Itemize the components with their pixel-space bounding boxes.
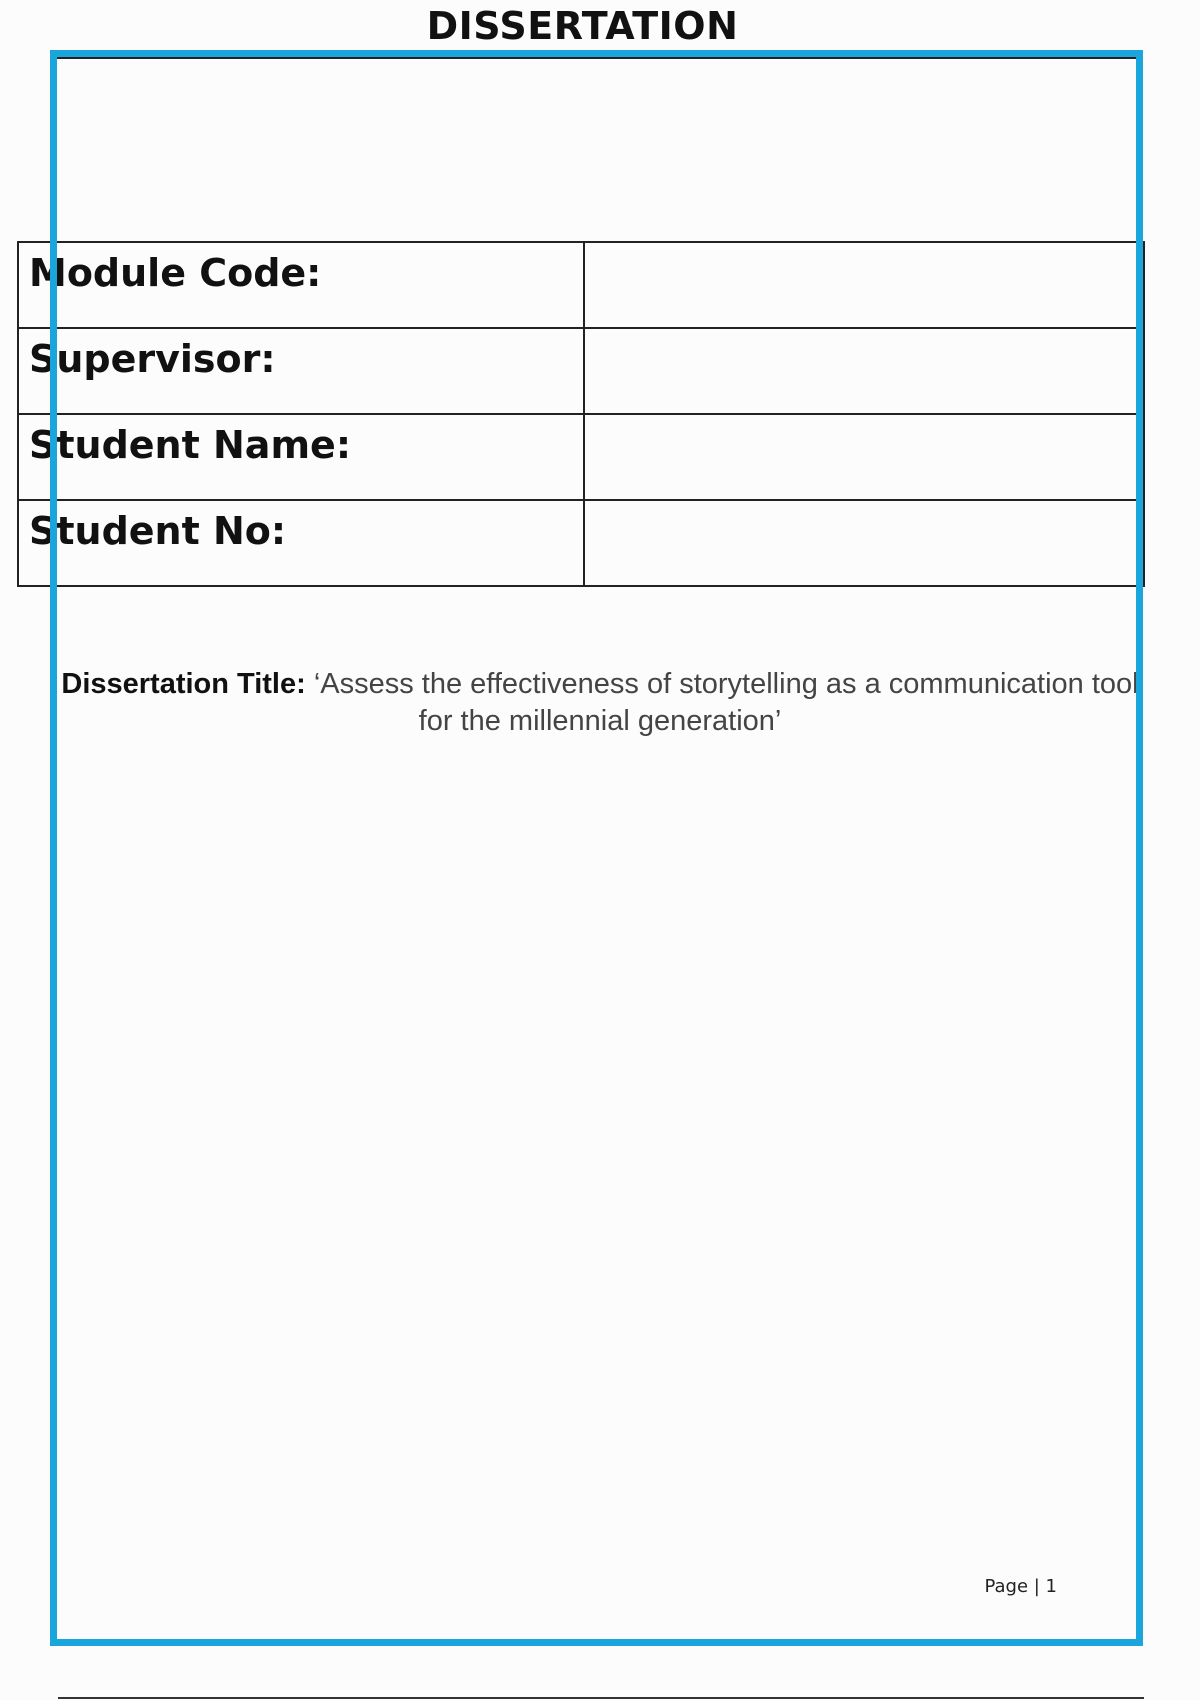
table-row [18,242,1144,328]
bottom-rule [58,1697,1144,1699]
dissertation-title-text: ‘Assess the effectiveness of storytelling as a communication tool for the millennial generation’ [305,668,1139,737]
details-table [17,241,1145,587]
table-row [18,328,1144,414]
supervisor-value[interactable] [584,328,1144,414]
supervisor-label: Supervisor: [18,328,584,414]
student-name-value[interactable] [584,414,1144,500]
student-name-label: Student Name: [18,414,584,500]
document-heading: DISSERTATION [426,4,739,48]
dissertation-title [57,666,1143,740]
module-code-label: Module Code: [18,242,584,328]
page-number: Page | 1 [984,1576,1057,1597]
table-row [18,500,1144,586]
student-no-label: Student No: [18,500,584,586]
page-top-border [56,57,1143,59]
module-code-value[interactable] [584,242,1144,328]
student-no-value[interactable] [584,500,1144,586]
table-row [18,414,1144,500]
dissertation-title-label: Dissertation Title: [61,668,306,700]
